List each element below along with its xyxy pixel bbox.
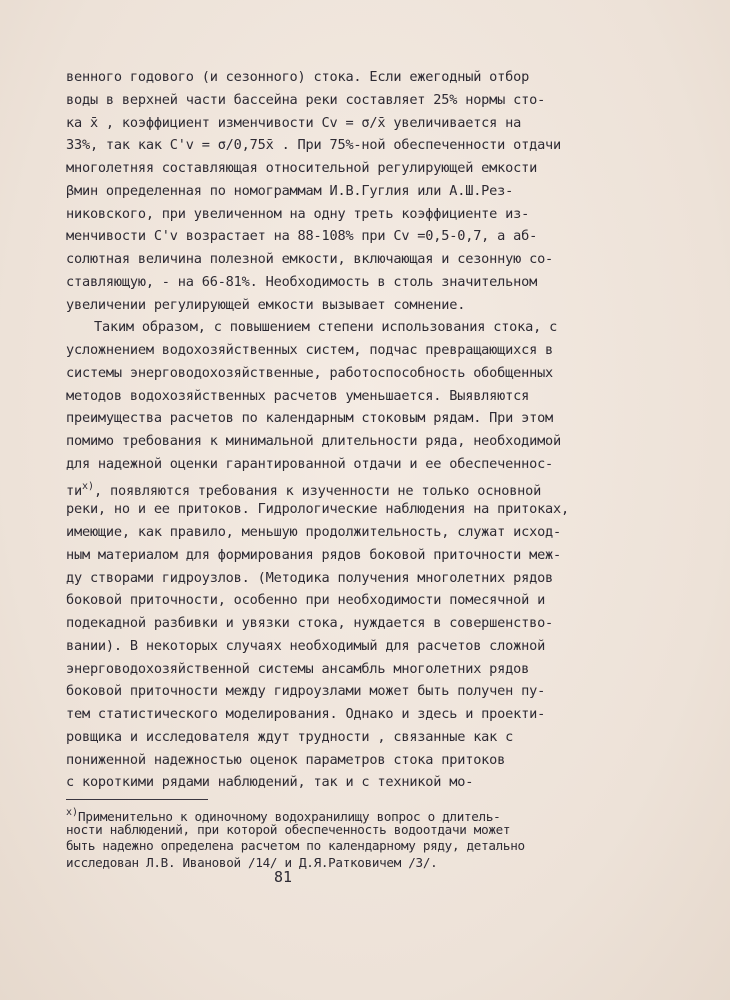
- footnote-line: ности наблюдений, при которой обеспеченность водоотдачи может: [66, 821, 511, 837]
- text-line: с короткими рядами наблюдений, так и с техникой мо-: [66, 774, 474, 791]
- footnote-text: Применительно к одиночному водохранилищу вопрос о длитель-: [78, 809, 501, 824]
- text-line: боковой приточности, особенно при необходимости помесячной и: [66, 592, 546, 609]
- text-line: ду створами гидроузлов. (Методика получения многолетних рядов: [66, 569, 554, 586]
- text-line: ка x̄ , коэффициент изменчивости Cv = σ/x̄ увеличивается на: [66, 114, 522, 131]
- text-line-with-footnote-ref: [66, 476, 632, 499]
- text-line: увеличении регулирующей емкости вызывает сомнение.: [66, 296, 466, 313]
- text-line: преимущества расчетов по календарным стоковым рядам. При этом: [66, 410, 554, 427]
- text-line: ровщика и исследователя ждут трудности , связанные как с: [66, 728, 514, 745]
- text-line: никовского, при увеличенном на одну треть коэффициенте из-: [66, 205, 530, 222]
- text-line: реки, но и ее притоков. Гидрологические наблюдения на притоках,: [66, 501, 570, 518]
- text-line: ным материалом для формирования рядов боковой приточности меж-: [66, 546, 562, 563]
- text-line: имеющие, как правило, меньшую продолжительность, служат исход-: [66, 524, 562, 540]
- text-line: методов водохозяйственных расчетов уменьшается. Выявляются: [66, 387, 530, 404]
- text-line: помимо требования к минимальной длительности ряда, необходимой: [66, 433, 562, 449]
- text-line: βмин определенная по номограммам И.В.Гуглия или А.Ш.Рез-: [66, 182, 514, 199]
- text-line: ставляющую, - на 66-81%. Необходимость в столь значительном: [66, 273, 538, 290]
- text-line: воды в верхней части бассейна реки составляет 25% нормы сто-: [66, 91, 546, 108]
- text-line: боковой приточности между гидроузлами может быть получен пу-: [66, 683, 546, 700]
- text-line: венного годового (и сезонного) стока. Если ежегодный отбор: [66, 69, 530, 85]
- footnote-marker: x): [66, 807, 79, 818]
- text-line: многолетняя составляющая относительной регулирующей емкости: [66, 160, 538, 176]
- text-line: менчивости C'v возрастает на 88-108% при Cv =0,5-0,7, а аб-: [66, 228, 538, 245]
- line-rest: , появляются требования к изученности не только основной: [94, 482, 542, 499]
- text-line: 33%, так как C'v = σ/0,75x̄ . При 75%-ной обеспеченности отдачи: [66, 137, 562, 154]
- text-line: солютная величина полезной емкости, включающая и сезонную со-: [66, 251, 554, 267]
- footnote-line: [66, 805, 632, 822]
- text-line: для надежной оценки гарантированной отдачи и ее обеспеченнос-: [66, 455, 554, 472]
- footnote-reference: x): [81, 480, 95, 492]
- text-line: энерговодохозяйственной системы ансамбль многолетних рядов: [66, 660, 530, 677]
- footnote-line: быть надежно определена расчетом по календарному ряду, детально: [66, 838, 525, 853]
- text-line: тем статистического моделирования. Однако и здесь и проекти-: [66, 706, 546, 722]
- line-start: ти: [66, 482, 82, 499]
- page-number: 81: [274, 868, 293, 886]
- footnote-block: [66, 805, 632, 871]
- text-line: усложнением водохозяйственных систем, подчас превращающихся в: [66, 342, 554, 358]
- footnote-line: исследован Л.В. Ивановой /14/ и Д.Я.Ратковичем /3/.: [66, 854, 438, 870]
- paragraph-start-line: Таким образом, с повышением степени использования стока, с: [94, 319, 558, 336]
- footnote-divider: [66, 799, 208, 800]
- text-line: подекадной разбивки и увязки стока, нуждается в совершенство-: [66, 615, 554, 631]
- main-body-text: [66, 66, 632, 794]
- text-line: вании). В некоторых случаях необходимый для расчетов сложной: [66, 637, 546, 654]
- text-line: пониженной надежностью оценок параметров стока притоков: [66, 751, 506, 768]
- text-line: системы энерговодохозяйственные, работоспособность обобщенных: [66, 364, 554, 381]
